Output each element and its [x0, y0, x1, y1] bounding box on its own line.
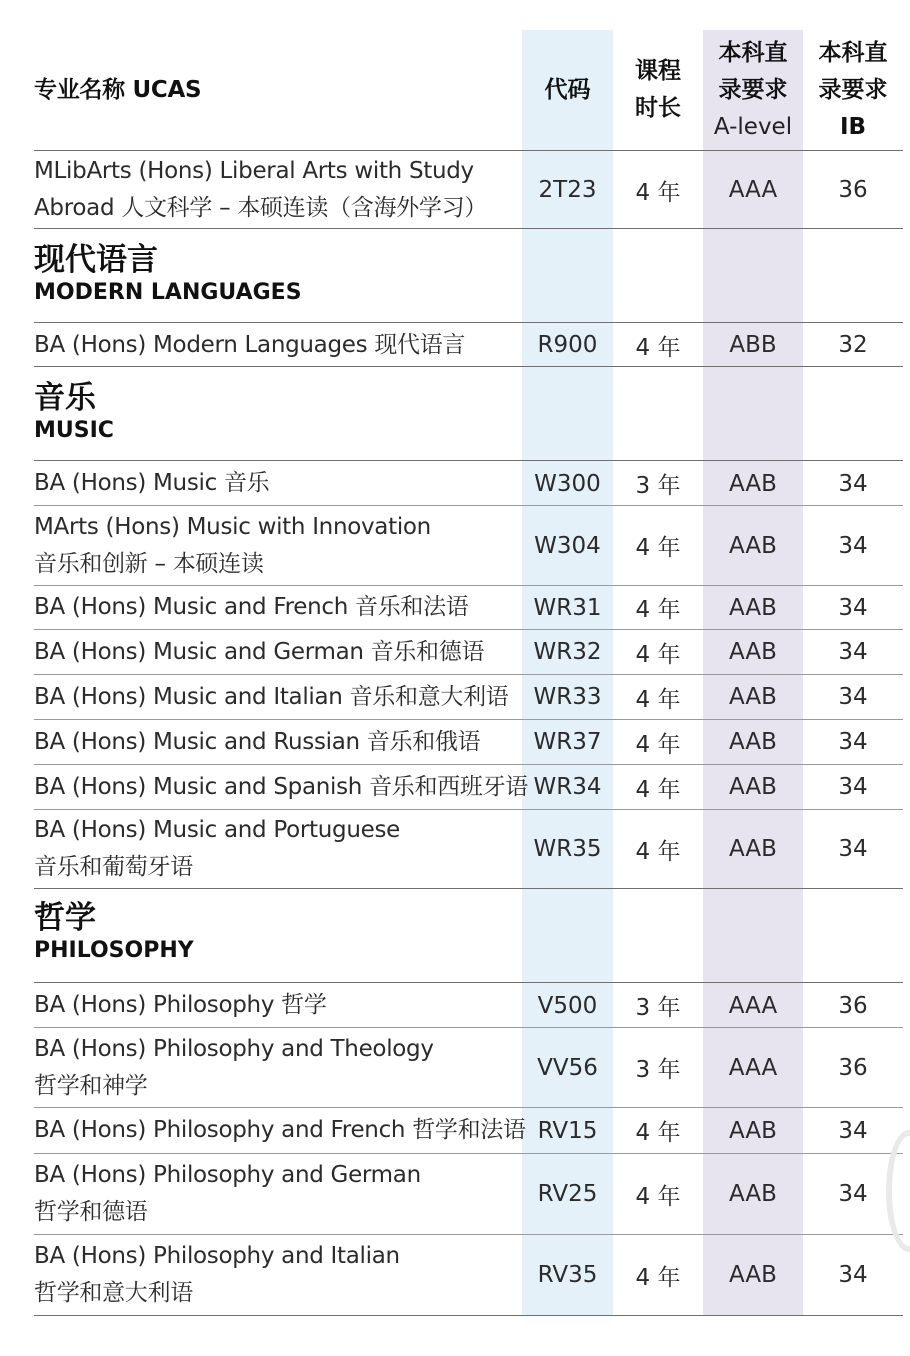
course-code: W304	[534, 532, 601, 559]
table-row	[34, 630, 903, 675]
course-code: WR33	[533, 684, 602, 710]
course-code: R900	[537, 332, 598, 358]
course-duration: 4 年	[635, 179, 681, 206]
table-row	[34, 586, 903, 630]
course-duration: 4 年	[635, 334, 681, 361]
table-row	[34, 324, 903, 367]
course-code: RV25	[537, 1181, 598, 1207]
section-title-en: MUSIC	[34, 418, 114, 443]
course-code: WR31	[533, 594, 602, 621]
course-alevel: AAB	[729, 594, 777, 621]
course-name: BA (Hons) Philosophy and German 哲学和德语	[34, 1162, 421, 1225]
course-duration: 4 年	[635, 1120, 681, 1146]
table-row	[34, 1028, 903, 1108]
header-ib: 本科直 录要求 IB	[818, 39, 888, 140]
course-ib: 34	[838, 594, 868, 621]
course-code: WR32	[533, 639, 602, 665]
course-ib: 34	[838, 684, 868, 710]
course-ib: 34	[838, 470, 868, 497]
course-alevel: AAB	[729, 1262, 777, 1288]
course-ib: 34	[838, 1262, 868, 1288]
course-name: BA (Hons) Philosophy and Theology 哲学和神学	[34, 1035, 434, 1099]
course-alevel: AAB	[729, 774, 777, 800]
table-row	[34, 506, 903, 586]
section-heading-modern-languages	[34, 242, 903, 323]
course-name: BA (Hons) Music and German 音乐和德语	[34, 638, 485, 665]
course-ib: 34	[838, 729, 868, 755]
section-title-zh: 音乐	[34, 380, 96, 416]
course-name: BA (Hons) Music and Italian 音乐和意大利语	[34, 683, 509, 710]
table-row	[34, 1108, 903, 1154]
course-code: VV56	[537, 1054, 598, 1081]
course-alevel: AAA	[728, 992, 778, 1019]
course-duration: 4 年	[635, 731, 681, 758]
course-duration: 3 年	[635, 995, 681, 1021]
course-name: BA (Hons) Music and Portuguese 音乐和葡萄牙语	[34, 817, 400, 880]
course-ib: 34	[838, 639, 868, 665]
course-alevel: AAB	[729, 684, 777, 710]
course-duration: 4 年	[635, 535, 681, 561]
section-heading-philosophy	[34, 900, 903, 983]
course-ib: 34	[838, 532, 868, 559]
course-name: BA (Hons) Music and French 音乐和法语	[34, 594, 469, 620]
course-ib: 34	[838, 1117, 868, 1144]
course-ib: 32	[838, 332, 868, 358]
course-duration: 3 年	[635, 1057, 681, 1083]
header-alevel: 本科直 录要求 A-level	[713, 39, 793, 140]
course-name: BA (Hons) Modern Languages 现代语言	[34, 331, 466, 358]
header-code: 代码	[544, 76, 591, 103]
course-duration: 4 年	[635, 838, 681, 865]
table-row	[34, 1154, 903, 1235]
course-name: BA (Hons) Music 音乐	[34, 470, 270, 496]
course-ib: 34	[838, 1181, 868, 1207]
header-duration: 课程 时长	[635, 58, 681, 121]
course-name: BA (Hons) Philosophy and Italian 哲学和意大利语	[34, 1243, 400, 1306]
course-alevel: AAB	[729, 729, 777, 755]
section-title-en: MODERN LANGUAGES	[34, 280, 302, 305]
section-title-en: PHILOSOPHY	[34, 938, 194, 963]
table-row	[34, 984, 903, 1028]
course-ib: 36	[838, 992, 868, 1019]
table-row	[34, 765, 903, 810]
course-alevel: ABB	[729, 332, 777, 358]
course-duration: 3 年	[635, 473, 681, 499]
section-title-zh: 现代语言	[34, 242, 158, 278]
table-row	[34, 720, 903, 765]
course-duration: 4 年	[635, 776, 681, 803]
course-code: V500	[537, 992, 598, 1019]
course-name: MLibArts (Hons) Liberal Arts with Study Abroad 人文科学 – 本硕连读（含海外学习）	[34, 158, 487, 221]
course-duration: 4 年	[635, 641, 681, 668]
table-row	[34, 675, 903, 720]
course-alevel: AAB	[729, 1181, 777, 1207]
course-alevel: AAA	[728, 177, 778, 203]
course-code: WR35	[533, 836, 602, 862]
course-code: RV15	[537, 1117, 598, 1144]
course-name: MArts (Hons) Music with Innovation 音乐和创新 – 本硕连读	[34, 513, 431, 577]
course-duration: 4 年	[635, 597, 681, 623]
course-code: RV35	[537, 1262, 598, 1288]
course-duration: 4 年	[635, 1264, 681, 1291]
course-ib: 36	[838, 1054, 868, 1081]
table-row	[34, 152, 903, 229]
course-name: BA (Hons) Philosophy and French 哲学和法语	[34, 1117, 526, 1143]
course-code: WR34	[533, 774, 602, 800]
course-alevel: AAB	[729, 1117, 777, 1144]
course-alevel: AAA	[728, 1054, 778, 1081]
section-heading-music	[34, 380, 903, 461]
table-header	[34, 30, 903, 151]
table-row	[34, 462, 903, 506]
course-duration: 4 年	[635, 1183, 681, 1210]
course-ib: 34	[838, 836, 868, 862]
header-name: 专业名称 UCAS	[34, 76, 202, 103]
course-alevel: AAB	[729, 639, 777, 665]
course-alevel: AAB	[729, 836, 777, 862]
course-code: W300	[534, 470, 601, 497]
course-code: WR37	[533, 729, 602, 755]
course-code: 2T23	[538, 177, 597, 203]
course-name: BA (Hons) Music and Russian 音乐和俄语	[34, 728, 481, 755]
course-alevel: AAB	[729, 470, 777, 497]
section-title-zh: 哲学	[34, 900, 96, 936]
course-name: BA (Hons) Music and Spanish 音乐和西班牙语	[34, 773, 528, 800]
course-ib: 34	[838, 774, 868, 800]
course-name: BA (Hons) Philosophy 哲学	[34, 992, 327, 1018]
table-row	[34, 1235, 903, 1316]
table-row	[34, 810, 903, 889]
course-alevel: AAB	[729, 532, 777, 559]
course-ib: 36	[838, 177, 868, 203]
course-duration: 4 年	[635, 686, 681, 713]
